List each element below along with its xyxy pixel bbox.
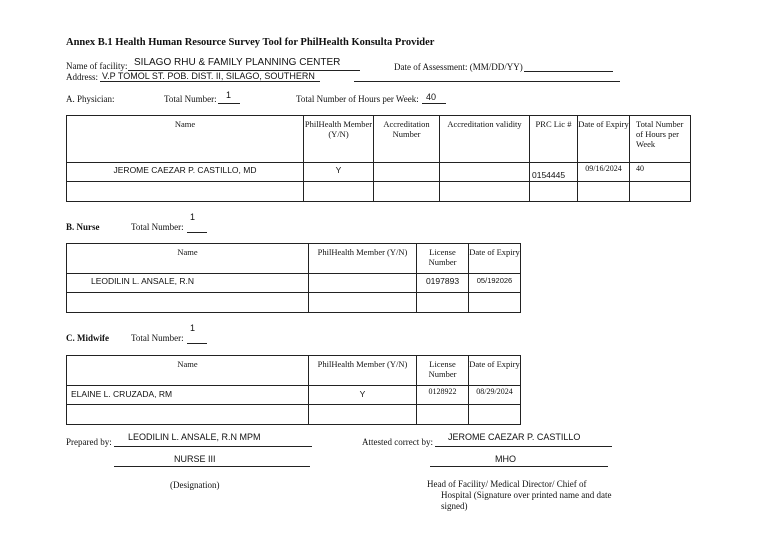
- cell-total-hours: [630, 182, 691, 202]
- col-accreditation-number: Accreditation Number: [374, 116, 440, 163]
- cell-date-of-expiry: [469, 293, 521, 313]
- cell-prc-lic: [530, 182, 578, 202]
- cell-prc-lic: 0154445: [530, 163, 578, 182]
- col-philhealth-member: PhilHealth Member (Y/N): [304, 116, 374, 163]
- attested-by-position: MHO: [495, 454, 516, 464]
- nurse-total-number-line: [187, 232, 207, 233]
- col-name: Name: [67, 244, 309, 274]
- attested-by-name: JEROME CAEZAR P. CASTILLO: [448, 432, 581, 442]
- col-name: Name: [67, 356, 309, 386]
- physician-total-number-line: [218, 103, 240, 104]
- head-of-facility-label-3: signed): [441, 501, 468, 511]
- attested-by-line: [435, 446, 612, 447]
- cell-license-number: 0197893: [417, 274, 469, 293]
- cell-name: ELAINE L. CRUZADA, RM: [67, 386, 309, 405]
- cell-license-number: [417, 293, 469, 313]
- address-value: V.P TOMOL ST. POB. DIST. II, SILAGO, SOUTHERN: [102, 71, 315, 81]
- nurse-header-row: [67, 244, 521, 274]
- nurse-heading: B. Nurse: [66, 222, 100, 232]
- prepared-by-name: LEODILIN L. ANSALE, R.N MPM: [128, 432, 261, 442]
- document-title: Annex B.1 Health Human Resource Survey Tool for PhilHealth Konsulta Provider: [66, 37, 435, 48]
- cell-date-of-expiry: 08/29/2024: [469, 386, 521, 405]
- cell-philhealth-member: [309, 405, 417, 425]
- date-of-assessment-label: Date of Assessment: (MM/DD/YY): [394, 62, 523, 72]
- col-name: Name: [67, 116, 304, 163]
- attested-position-line: [430, 466, 608, 467]
- cell-philhealth-member: [309, 293, 417, 313]
- cell-name: [67, 182, 304, 202]
- physician-total-number-value: 1: [226, 90, 232, 100]
- cell-date-of-expiry: 05/192026: [469, 274, 521, 293]
- nurse-total-number-value: 1: [190, 212, 196, 222]
- midwife-total-number-value: 1: [190, 323, 196, 333]
- nurse-total-number-label: Total Number:: [131, 222, 184, 232]
- table-row: [67, 405, 521, 425]
- physician-heading: A. Physician:: [66, 94, 115, 104]
- cell-philhealth-member: Y: [309, 386, 417, 405]
- date-of-assessment-line: [524, 71, 613, 72]
- prepared-by-label: Prepared by:: [66, 437, 112, 447]
- table-row: [67, 182, 691, 202]
- cell-accreditation-validity: [440, 182, 530, 202]
- address-label: Address:: [66, 72, 98, 82]
- midwife-table: [66, 355, 521, 425]
- midwife-total-number-label: Total Number:: [131, 333, 184, 343]
- facility-name-label: Name of facility:: [66, 61, 128, 71]
- cell-total-hours: 40: [630, 163, 691, 182]
- col-prc-lic: PRC Lic #: [530, 116, 578, 163]
- col-total-hours: Total Number of Hours per Week: [630, 116, 691, 163]
- col-date-of-expiry: Date of Expiry: [469, 356, 521, 386]
- physician-header-row: [67, 116, 691, 163]
- physician-hours-line: [422, 103, 446, 104]
- cell-name: [67, 293, 309, 313]
- facility-name-value: SILAGO RHU & FAMILY PLANNING CENTER: [134, 57, 341, 68]
- midwife-heading: C. Midwife: [66, 333, 109, 343]
- cell-date-of-expiry: 09/16/2024: [578, 163, 630, 182]
- physician-table: [66, 115, 691, 202]
- prepared-position-line: [114, 466, 310, 467]
- col-license-number: License Number: [417, 244, 469, 274]
- attested-by-label: Attested correct by:: [362, 437, 433, 447]
- cell-date-of-expiry: [578, 182, 630, 202]
- col-accreditation-validity: Accreditation validity: [440, 116, 530, 163]
- cell-name: [67, 405, 309, 425]
- prepared-by-line: [114, 446, 312, 447]
- designation-label: (Designation): [170, 480, 220, 490]
- col-date-of-expiry: Date of Expiry: [469, 244, 521, 274]
- cell-accreditation-validity: [440, 163, 530, 182]
- col-philhealth-member: PhilHealth Member (Y/N): [309, 356, 417, 386]
- address-line-extension: [354, 81, 620, 82]
- prepared-by-position: NURSE III: [174, 454, 216, 464]
- nurse-table: [66, 243, 521, 313]
- physician-total-number-label: Total Number:: [164, 94, 217, 104]
- cell-name: LEODILIN L. ANSALE, R.N: [67, 274, 309, 293]
- cell-philhealth-member: [304, 182, 374, 202]
- cell-license-number: 0128922: [417, 386, 469, 405]
- address-line: [100, 81, 320, 82]
- physician-hours-value: 40: [426, 92, 437, 102]
- table-row: [67, 293, 521, 313]
- table-row: [67, 274, 521, 293]
- table-row: [67, 386, 521, 405]
- col-date-of-expiry: Date of Expiry: [578, 116, 630, 163]
- head-of-facility-label-1: Head of Facility/ Medical Director/ Chief of: [427, 479, 587, 489]
- cell-name: JEROME CAEZAR P. CASTILLO, MD: [67, 163, 304, 182]
- cell-philhealth-member: Y: [304, 163, 374, 182]
- cell-license-number: [417, 405, 469, 425]
- midwife-total-number-line: [187, 343, 207, 344]
- cell-accreditation-number: [374, 182, 440, 202]
- col-license-number: License Number: [417, 356, 469, 386]
- col-philhealth-member: PhilHealth Member (Y/N): [309, 244, 417, 274]
- cell-philhealth-member: [309, 274, 417, 293]
- physician-hours-label: Total Number of Hours per Week:: [296, 94, 419, 104]
- midwife-header-row: [67, 356, 521, 386]
- table-row: [67, 163, 691, 182]
- cell-date-of-expiry: [469, 405, 521, 425]
- head-of-facility-label-2: Hospital (Signature over printed name and date: [441, 490, 612, 500]
- cell-accreditation-number: [374, 163, 440, 182]
